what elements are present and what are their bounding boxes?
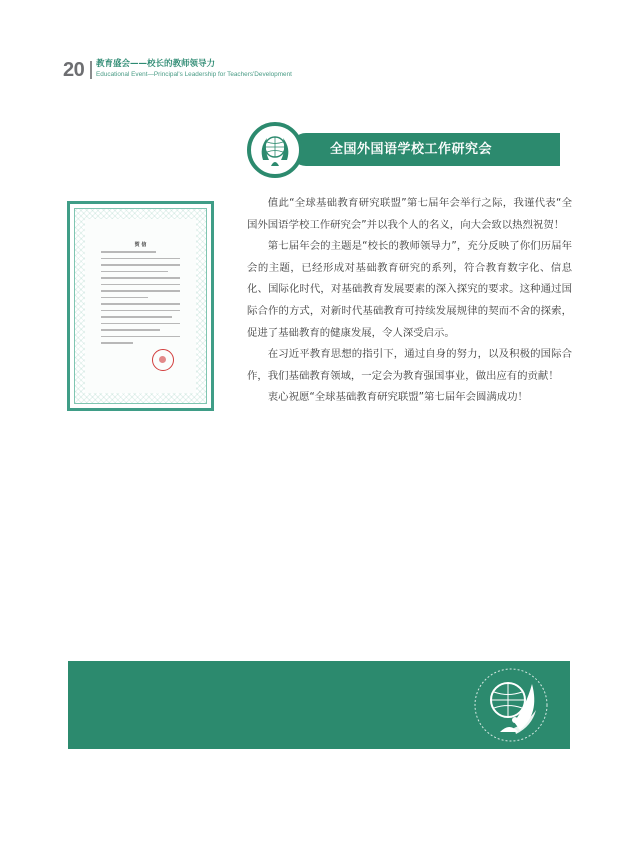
paragraph-3: 在习近平教育思想的指引下，通过自身的努力，以及积极的国际合作，我们基础教育领域，一定会为教育强国事业，做出应有的贡献！	[247, 348, 572, 382]
certificate-paper	[85, 219, 196, 393]
alliance-globe-logo-icon	[470, 664, 552, 750]
certificate-text-lines	[101, 251, 180, 349]
red-seal-stamp	[152, 349, 174, 371]
paragraph-1: 值此“全球基础教育研究联盟”第七届年会举行之际，我谨代表“全国外国语学校工作研究会”并以我个人的名义，向大会致以热烈祝贺！	[247, 197, 572, 231]
header-subtitle: Educational Event—Principal's Leadership for Teachers'Development	[96, 71, 292, 78]
section-banner	[290, 133, 560, 166]
paragraph-2: 第七届年会的主题是“校长的教师领导力”，充分反映了你们历届年会的主题，已经形成对基础教育研究的系列，符合教育数字化、信息化、国际化时代，对基础教育发展要素的深入探究的要求。这种通过国际合作的方式，对新时代基础教育可持续发展规律的契而不舍的探索，促进了基础教育的健康发展，令人深受启示。	[247, 240, 572, 339]
section-title: 全国外国语学校工作研究会	[330, 142, 493, 157]
congratulatory-letter-image	[67, 201, 214, 411]
wreath-globe-emblem-icon	[247, 122, 303, 178]
header-title: 教育盛会——校长的教师领导力	[96, 59, 216, 69]
certificate-border	[74, 208, 207, 404]
paragraph-4: 衷心祝愿“全球基础教育研究联盟”第七届年会圆满成功！	[267, 391, 528, 404]
letter-body	[247, 193, 572, 409]
page-number: 20	[63, 59, 85, 81]
header-divider	[90, 61, 92, 79]
certificate-heading: 贺 信	[134, 242, 147, 248]
